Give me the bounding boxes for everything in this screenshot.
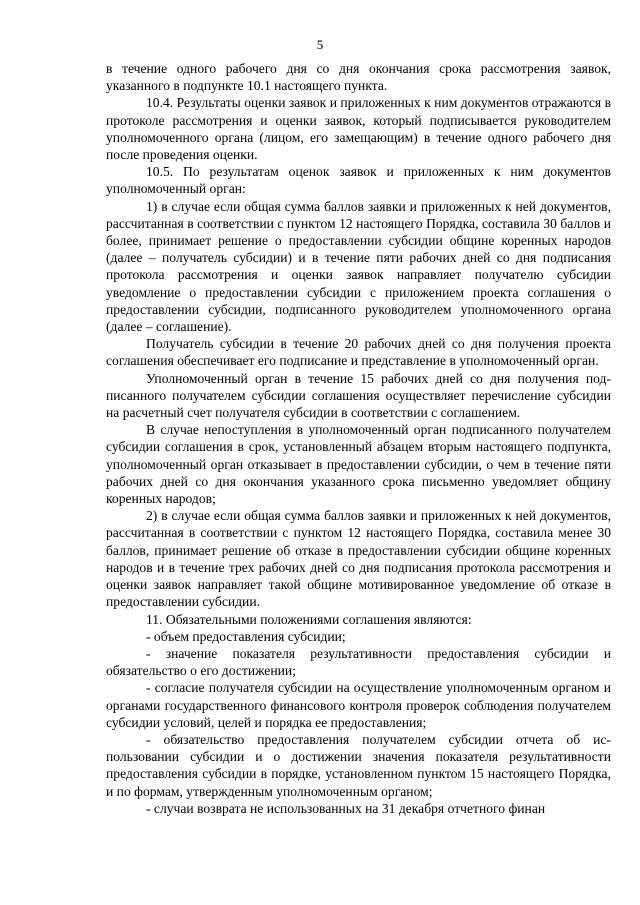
paragraph-10-5-item-1: 1) в случае если общая сумма баллов заявки и приложенных к ней документов, рассчитанная в соответствии с пунктом 12 настоящего Порядка, составила 30 баллов и более, принимает решение о предоставлении субсидии общине коренных народов (далее – получатель субсидии) и в течение пяти рабочих дней со дня подписания протокола рассмотрения и оценки заявок направляет получателю субсидии уведомление о предоставлении субсидии с приложением проекта соглашения о предоставлении субсидии, подписанного руководителем уполномоченного органа (далее – соглашение). xyxy=(106,198,611,335)
paragraph-10-5: 10.5. По результатам оценок заявок и приложенных к ним документов уполномоченный орган: xyxy=(106,164,611,197)
paragraph-subsidy-transfer: Уполномоченный орган в течение 15 рабочих дней со дня получения подписанного получателем субсидии соглашения осуществляет перечисление субсидии на расчетный счет получателя субсидии в соответствии с соглашением. xyxy=(106,370,611,421)
paragraph-recipient-signing: Получатель субсидии в течение 20 рабочих дней со дня получения проекта соглашения обеспечивает его подписание и представление в уполномоченный орган. xyxy=(106,336,611,369)
list-item-reporting-obligation: - обязательство предоставления получателем субсидии отчета об использовании субсидии и о достижении значения показателя результативности предоставления субсидии в порядке, установленном пунктом 15 настоящего Порядка, и по формам, утвержденным уполномоченным органом; xyxy=(106,731,611,799)
paragraph-non-receipt: В случае непоступления в уполномоченный орган подписанного получателем субсидии соглашения в срок, установленный абзацем вторым настоящего подпункта, уполномоченный орган отказывает в предоставлении субсидии, о чем в течение пяти рабочих дней со дня окончания указанного срока письменно уведомляет общину коренных народов; xyxy=(106,422,611,507)
document-body xyxy=(106,60,611,817)
paragraph-continuation: в течение одного рабочего дня со дня окончания срока рассмотрения заявок, указанного в подпункте 10.1 настоящего пункта. xyxy=(106,61,611,94)
page-number: 5 xyxy=(316,37,324,52)
paragraph-11: 11. Обязательными положениями соглашения являются: xyxy=(146,611,472,627)
list-item-refund-cases: - случаи возврата не использованных на 31 декабря отчетного финан xyxy=(146,800,546,816)
list-item-audit-consent: - согласие получателя субсидии на осуществление уполномоченным органом и органами государственного финансового контроля проверок соблюдения получателем субсидии условий, целей и порядка ее предоставления; xyxy=(106,680,611,730)
paragraph-10-5-item-2: 2) в случае если общая сумма баллов заявки и приложенных к ней документов, рассчитанная в соответствии с пунктом 12 настоящего Порядка, составила менее 30 баллов, принимает решение об отказе в предоставлении субсидии общине коренных народов и в течение трех рабочих дней со дня подписания протокола рассмотрения и оценки заявок направляет такой общине мотивированное уведомление об отказе в предоставлении субсидии. xyxy=(106,508,611,610)
list-item-subsidy-volume: - объем предоставления субсидии; xyxy=(146,628,346,644)
paragraph-10-4: 10.4. Результаты оценки заявок и приложенных к ним документов отражаются в протоколе рассмотрения и оценки заявок, который подписывается руководителем уполномоченного органа (лицом, его замещающим) в течение одного рабочего дня после проведения оценки. xyxy=(106,95,611,163)
list-item-performance-indicator: - значение показателя результативности предоставления субсидии и обязательство о его достижении; xyxy=(106,645,611,679)
